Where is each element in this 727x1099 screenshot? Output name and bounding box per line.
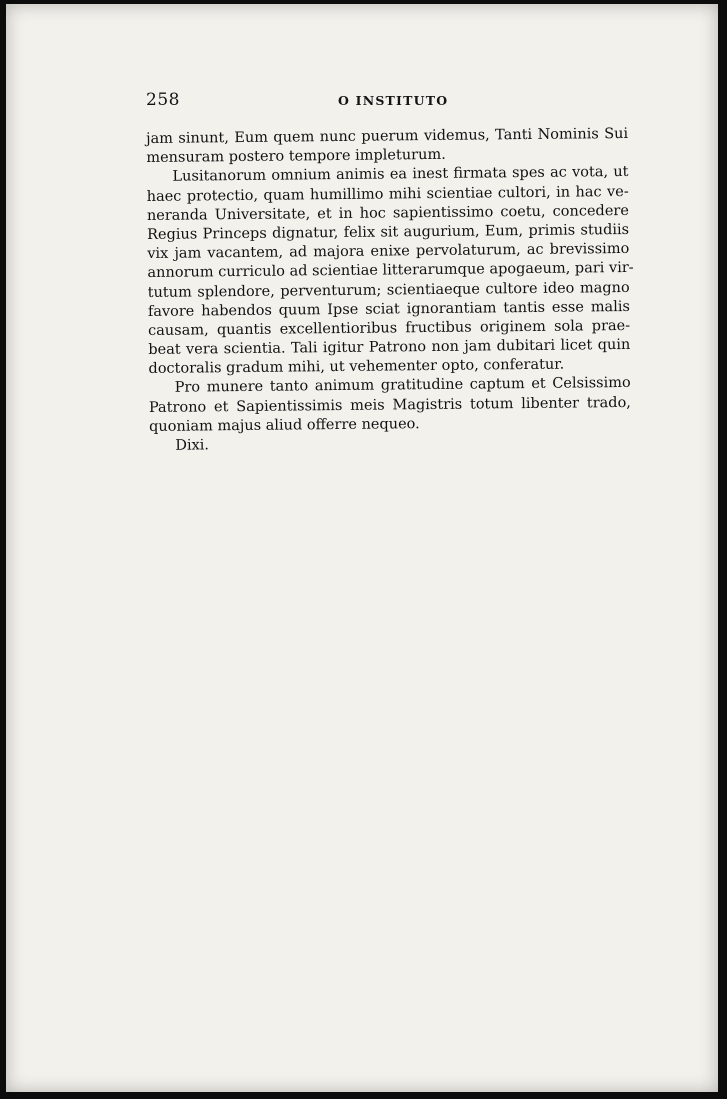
text-line: jam sinunt, Eum quem nunc puerum videmus, Tanti Nominis Sui — [146, 125, 629, 147]
text-line: beat vera scientia. Tali igitur Patrono non jam dubitari licet quin — [148, 337, 631, 359]
paragraph-start-line: Pro munere tanto animum gratitudine captum et Celsissimo — [174, 375, 631, 397]
text-line: haec protectio, quam humillimo mihi scientiae cultori, in hac ve- — [146, 183, 629, 205]
text-line: neranda Universitate, et in hoc sapientissimo coetu, concedere — [146, 202, 629, 224]
text-line: Patrono et Sapientissimis meis Magistris totum libenter trado, — [148, 394, 631, 416]
body-text — [146, 125, 634, 456]
text-line: annorum curriculo ad scientiae litterarumque apogaeum, pari vir- — [147, 260, 634, 282]
closing-word: Dixi. — [175, 437, 210, 454]
text-line: doctoralis gradum mihi, ut vehementer opto, conferatur. — [148, 356, 565, 378]
page-number: 258 — [146, 90, 180, 110]
text-line: quoniam majus aliud offerre nequeo. — [149, 415, 420, 435]
paragraph-start-line: Lusitanorum omnium animis ea inest firmata spes ac vota, ut — [172, 164, 629, 186]
text-line: Regius Princeps dignatur, felix sit augurium, Eum, primis studiis — [147, 221, 630, 243]
running-title: O INSTITUTO — [338, 93, 449, 108]
text-line: tutum splendore, perventurum; scientiaeque cultore ideo magno — [147, 279, 630, 301]
text-line: causam, quantis excellentioribus fructibus originem sola prae- — [148, 317, 631, 339]
text-line: mensuram postero tempore impleturum. — [146, 147, 446, 167]
text-line: vix jam vacantem, ad majora enixe pervolaturum, ac brevissimo — [147, 241, 630, 263]
text-line: favore habendos quum Ipse sciat ignorantiam tantis esse malis — [147, 298, 630, 320]
book-page — [6, 4, 718, 1092]
page-header — [6, 90, 718, 114]
